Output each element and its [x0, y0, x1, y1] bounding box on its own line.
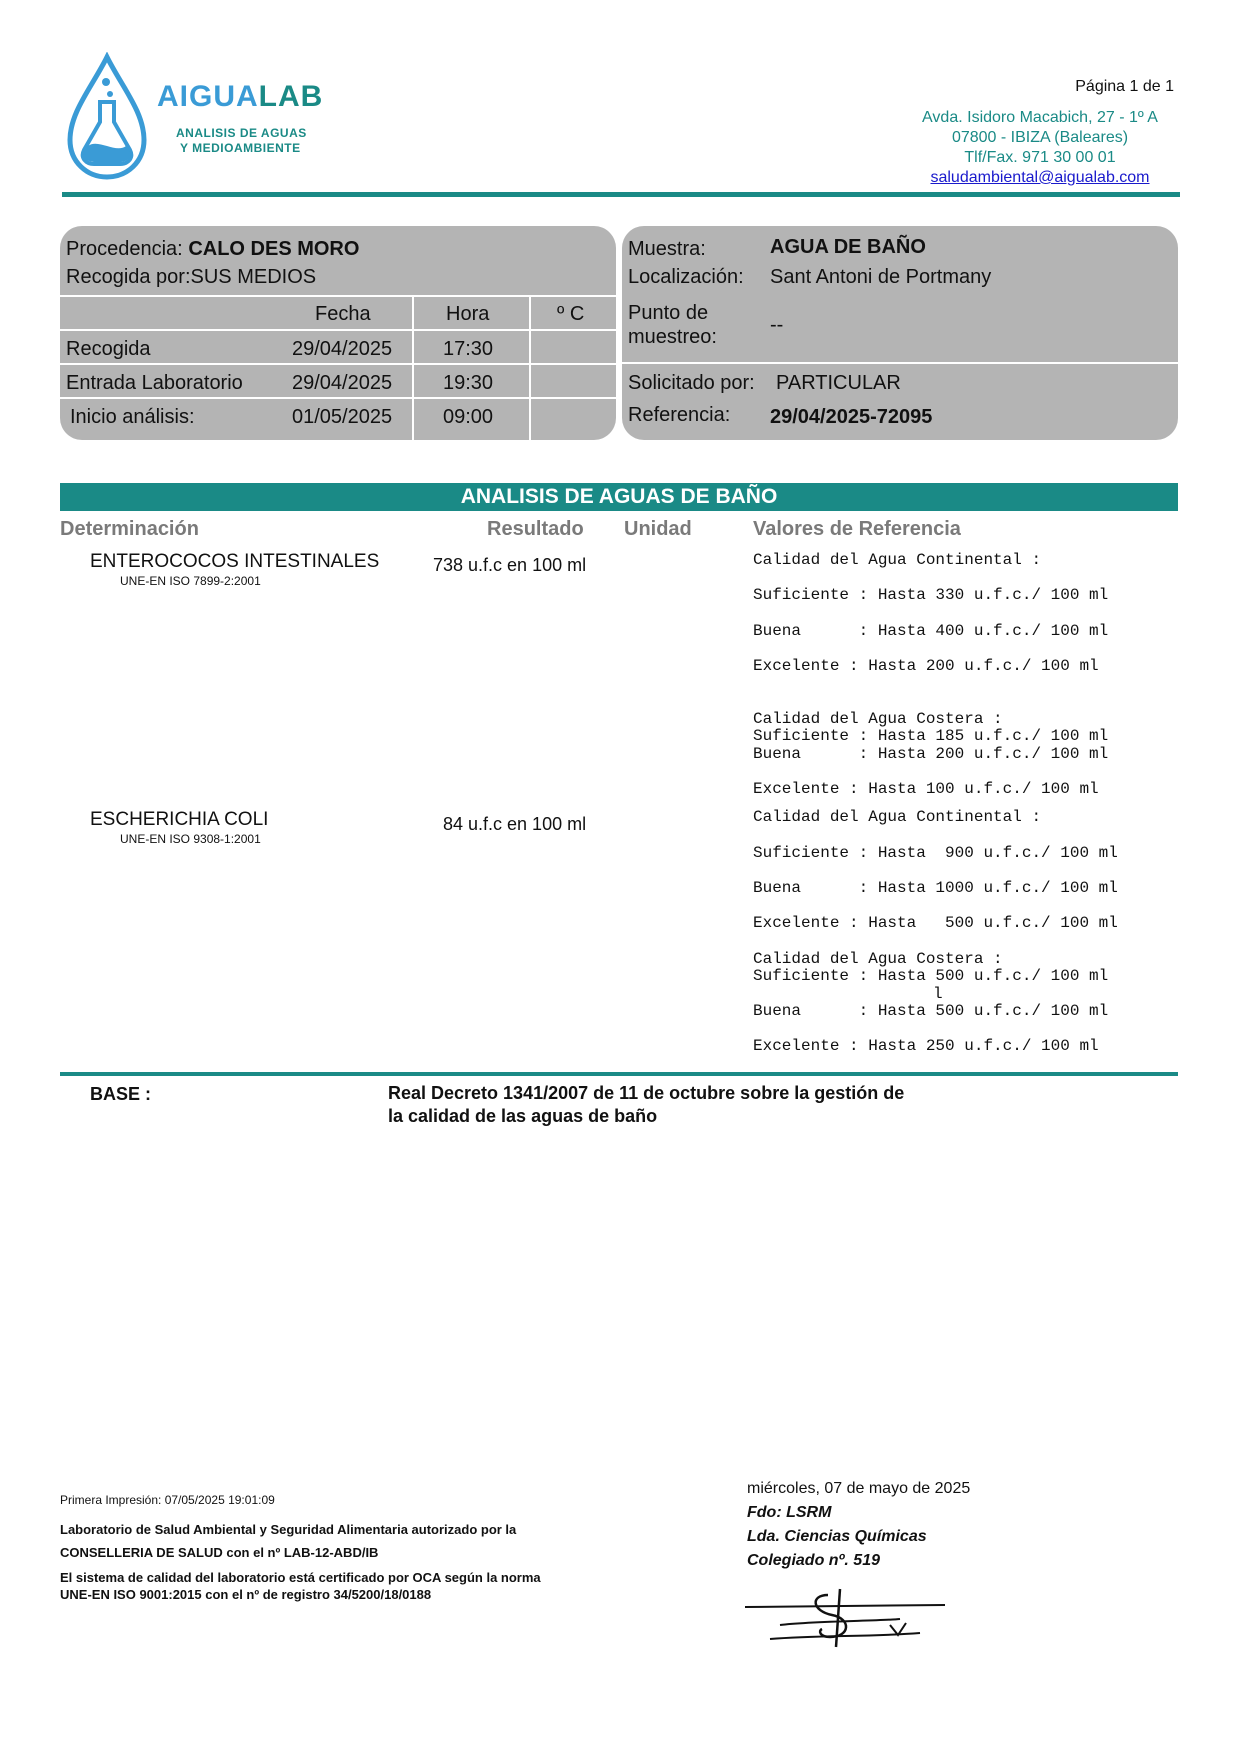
row-inicio-label: Inicio análisis:	[70, 406, 195, 428]
header-unidad: Unidad	[624, 518, 692, 540]
recogida-por: Recogida por:SUS MEDIOS	[66, 266, 317, 288]
base-line2: la calidad de las aguas de baño	[388, 1106, 658, 1126]
ref-line: Buena : Hasta 1000 u.f.c./ 100 ml	[753, 879, 1118, 897]
punto-label2: muestreo:	[628, 326, 717, 348]
punto-value: --	[770, 314, 784, 336]
base-label: BASE :	[90, 1084, 152, 1104]
item-method-ecoli: UNE-EN ISO 9308-1:2001	[120, 832, 261, 846]
localizacion-value: Sant Antoni de Portmany	[770, 266, 992, 288]
row-inicio-hora: 09:00	[443, 406, 494, 428]
ref-line: Suficiente : Hasta 330 u.f.c./ 100 ml	[753, 586, 1109, 604]
ref-line: Excelente : Hasta 500 u.f.c./ 100 ml	[753, 914, 1118, 932]
row-entrada-hora: 19:30	[443, 372, 494, 394]
logo-tagline1: ANALISIS DE AGUAS	[176, 126, 307, 140]
item-result-enterococos: 738 u.f.c en 100 ml	[433, 555, 587, 575]
logo-name-part2: LAB	[258, 80, 324, 113]
procedencia-label: Procedencia:	[66, 238, 183, 260]
ref-line: Calidad del Agua Continental :	[753, 551, 1042, 569]
quality-line1: El sistema de calidad del laboratorio está certificado por OCA según la norma	[60, 1570, 541, 1585]
ref-line: Suficiente : Hasta 500 u.f.c./ 100 ml	[753, 967, 1109, 985]
row-entrada-fecha: 29/04/2025	[292, 372, 393, 394]
ref-line: Calidad del Agua Costera :	[753, 710, 1003, 728]
header-divider	[62, 192, 1180, 197]
base-line1: Real Decreto 1341/2007 de 11 de octubre sobre la gestión de	[388, 1083, 905, 1103]
solicitado-value: PARTICULAR	[776, 372, 901, 394]
col-temp: º C	[557, 303, 585, 325]
header-valores: Valores de Referencia	[753, 518, 961, 540]
ref-line: Suficiente : Hasta 185 u.f.c./ 100 ml	[753, 727, 1109, 745]
quality-line2: UNE-EN ISO 9001:2015 con el nº de registro 34/5200/18/0188	[60, 1587, 432, 1602]
water-drop-flask-icon	[62, 52, 152, 182]
address-block	[880, 108, 1200, 188]
logo-name-part1: AIGUA	[157, 80, 259, 113]
punto-label1: Punto de	[628, 302, 709, 324]
logo	[62, 52, 352, 182]
item-method-enterococos: UNE-EN ISO 7899-2:2001	[120, 574, 261, 588]
lab-line2: CONSELLERIA DE SALUD con el nº LAB-12-ABD/IB	[60, 1545, 379, 1560]
analysis-title-bar	[60, 483, 1178, 511]
ref-line: Buena : Hasta 200 u.f.c./ 100 ml	[753, 745, 1109, 763]
ref-line: Buena : Hasta 500 u.f.c./ 100 ml	[753, 1002, 1109, 1020]
address-line1: Avda. Isidoro Macabich, 27 - 1º A	[922, 109, 1158, 126]
lab-line1: Laboratorio de Salud Ambiental y Seguridad Alimentaria autorizado por la	[60, 1522, 517, 1537]
signature	[740, 1585, 960, 1655]
referencia-label: Referencia:	[628, 404, 731, 426]
solicitado-label: Solicitado por:	[628, 372, 755, 394]
sign-fdo: Fdo: LSRM	[747, 1504, 832, 1521]
ref-line: Suficiente : Hasta 900 u.f.c./ 100 ml	[753, 844, 1118, 862]
primera-impresion: Primera Impresión: 07/05/2025 19:01:09	[60, 1493, 275, 1507]
sample-info-panel	[622, 226, 1178, 440]
ref-line: l	[933, 985, 943, 1003]
ref-line: Buena : Hasta 400 u.f.c./ 100 ml	[753, 622, 1109, 640]
row-inicio-fecha: 01/05/2025	[292, 406, 393, 428]
sample-dates-panel	[60, 226, 616, 440]
row-entrada-label: Entrada Laboratorio	[66, 372, 243, 394]
ref-line: Excelente : Hasta 100 u.f.c./ 100 ml	[753, 780, 1099, 798]
procedencia-value: CALO DES MORO	[188, 238, 360, 260]
item-result-ecoli: 84 u.f.c en 100 ml	[443, 814, 587, 834]
muestra-value: AGUA DE BAÑO	[770, 236, 926, 258]
col-hora: Hora	[446, 303, 490, 325]
analysis-title: ANALISIS DE AGUAS DE BAÑO	[460, 485, 778, 508]
analysis-bottom-divider	[60, 1072, 1178, 1076]
sign-colegiado: Colegiado nº. 519	[747, 1552, 880, 1569]
referencia-value: 29/04/2025-72095	[770, 406, 933, 428]
row-recogida-hora: 17:30	[443, 338, 494, 360]
header-resultado: Resultado	[487, 518, 584, 540]
address-line2: 07800 - IBIZA (Baleares)	[951, 129, 1129, 146]
row-recogida-fecha: 29/04/2025	[292, 338, 393, 360]
muestra-label: Muestra:	[628, 238, 706, 260]
ref-line: Excelente : Hasta 200 u.f.c./ 100 ml	[753, 657, 1099, 675]
localizacion-label: Localización:	[628, 266, 744, 288]
phone: Tlf/Fax. 971 30 00 01	[964, 149, 1116, 166]
ref-line: Excelente : Hasta 250 u.f.c./ 100 ml	[753, 1037, 1099, 1055]
item-name-enterococos: ENTEROCOCOS INTESTINALES	[90, 551, 380, 572]
header-determinacion: Determinación	[60, 518, 199, 540]
page-number: Página 1 de 1	[1075, 78, 1174, 95]
sign-date: miércoles, 07 de mayo de 2025	[747, 1480, 971, 1497]
ref-line: Calidad del Agua Continental :	[753, 808, 1042, 826]
ref-line: Calidad del Agua Costera :	[753, 950, 1003, 968]
logo-tagline2: Y MEDIOAMBIENTE	[180, 141, 301, 155]
email-link[interactable]: saludambiental@aigualab.com	[930, 169, 1150, 186]
row-recogida-label: Recogida	[66, 338, 151, 360]
sign-title: Lda. Ciencias Químicas	[747, 1528, 927, 1545]
item-name-ecoli: ESCHERICHIA COLI	[90, 809, 269, 830]
col-fecha: Fecha	[315, 303, 371, 325]
